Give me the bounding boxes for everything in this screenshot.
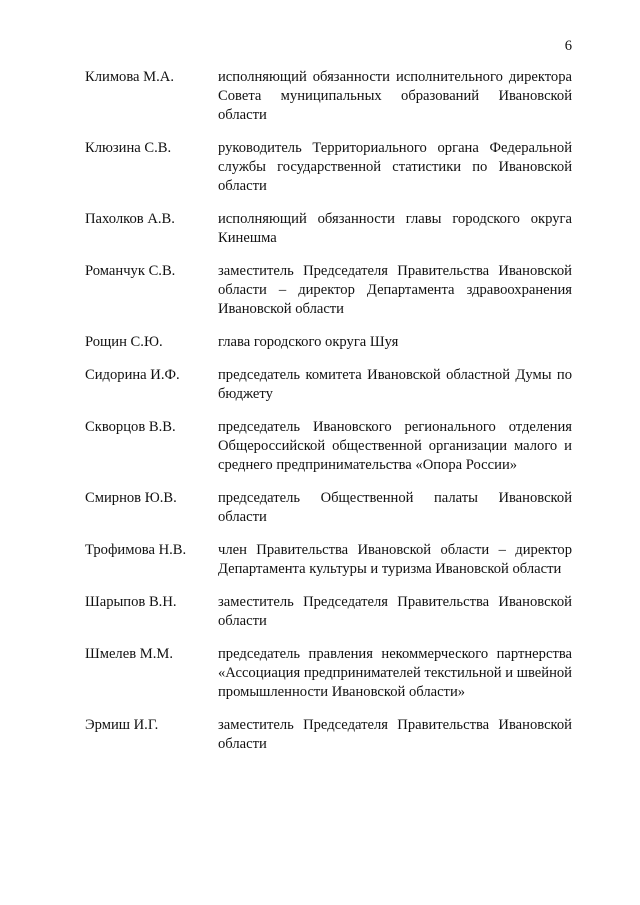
member-name: Смирнов Ю.В. [85,490,177,506]
list-item [85,716,572,754]
member-name: Эрмиш И.Г. [85,717,159,733]
list-item [85,489,572,527]
member-name: Клюзина С.В. [85,140,172,156]
member-name: Шмелев М.М. [85,646,173,662]
member-position: заместитель Председателя Правительства Ивановской области [218,594,572,629]
member-position: глава городского округа Шуя [218,334,399,350]
member-position: исполняющий обязанности главы городского округа Кинешма [218,211,572,246]
member-position: председатель комитета Ивановской областной Думы по бюджету [218,367,572,402]
list-item [85,139,572,196]
member-name: Климова М.А. [85,69,174,85]
member-position: исполняющий обязанности исполнительного директора Совета муниципальных образований Ивановской области [218,69,572,123]
member-position: председатель Общественной палаты Ивановской области [218,490,572,525]
member-name: Романчук С.В. [85,263,176,279]
list-item [85,210,572,248]
list-item [85,366,572,404]
member-name: Шарыпов В.Н. [85,594,177,610]
member-name: Пахолков А.В. [85,211,175,227]
member-position: заместитель Председателя Правительства Ивановской области [218,717,572,752]
member-position: заместитель Председателя Правительства Ивановской области – директор Департамента здравоохранения Ивановской области [218,263,572,317]
member-position: председатель Ивановского регионального отделения Общероссийской общественной организации малого и среднего предпринимательства «Опора России» [218,419,572,473]
list-item [85,262,572,319]
member-position: член Правительства Ивановской области – директор Департамента культуры и туризма Ивановской области [218,542,572,577]
list-item [85,593,572,631]
member-position: руководитель Территориального органа Федеральной службы государственной статистики по Ивановской области [218,140,572,194]
list-item [85,68,572,125]
member-name: Трофимова Н.В. [85,542,187,558]
list-item [85,418,572,475]
member-name: Сидорина И.Ф. [85,367,180,383]
member-list [85,68,572,768]
page-number: 6 [564,38,572,54]
list-item [85,645,572,702]
member-position: председатель правления некоммерческого партнерства «Ассоциация предпринимателей текстильной и швейной промышленности Ивановской области» [218,646,572,700]
member-name: Рощин С.Ю. [85,334,163,350]
member-name: Скворцов В.В. [85,419,176,435]
list-item [85,541,572,579]
list-item [85,333,572,352]
